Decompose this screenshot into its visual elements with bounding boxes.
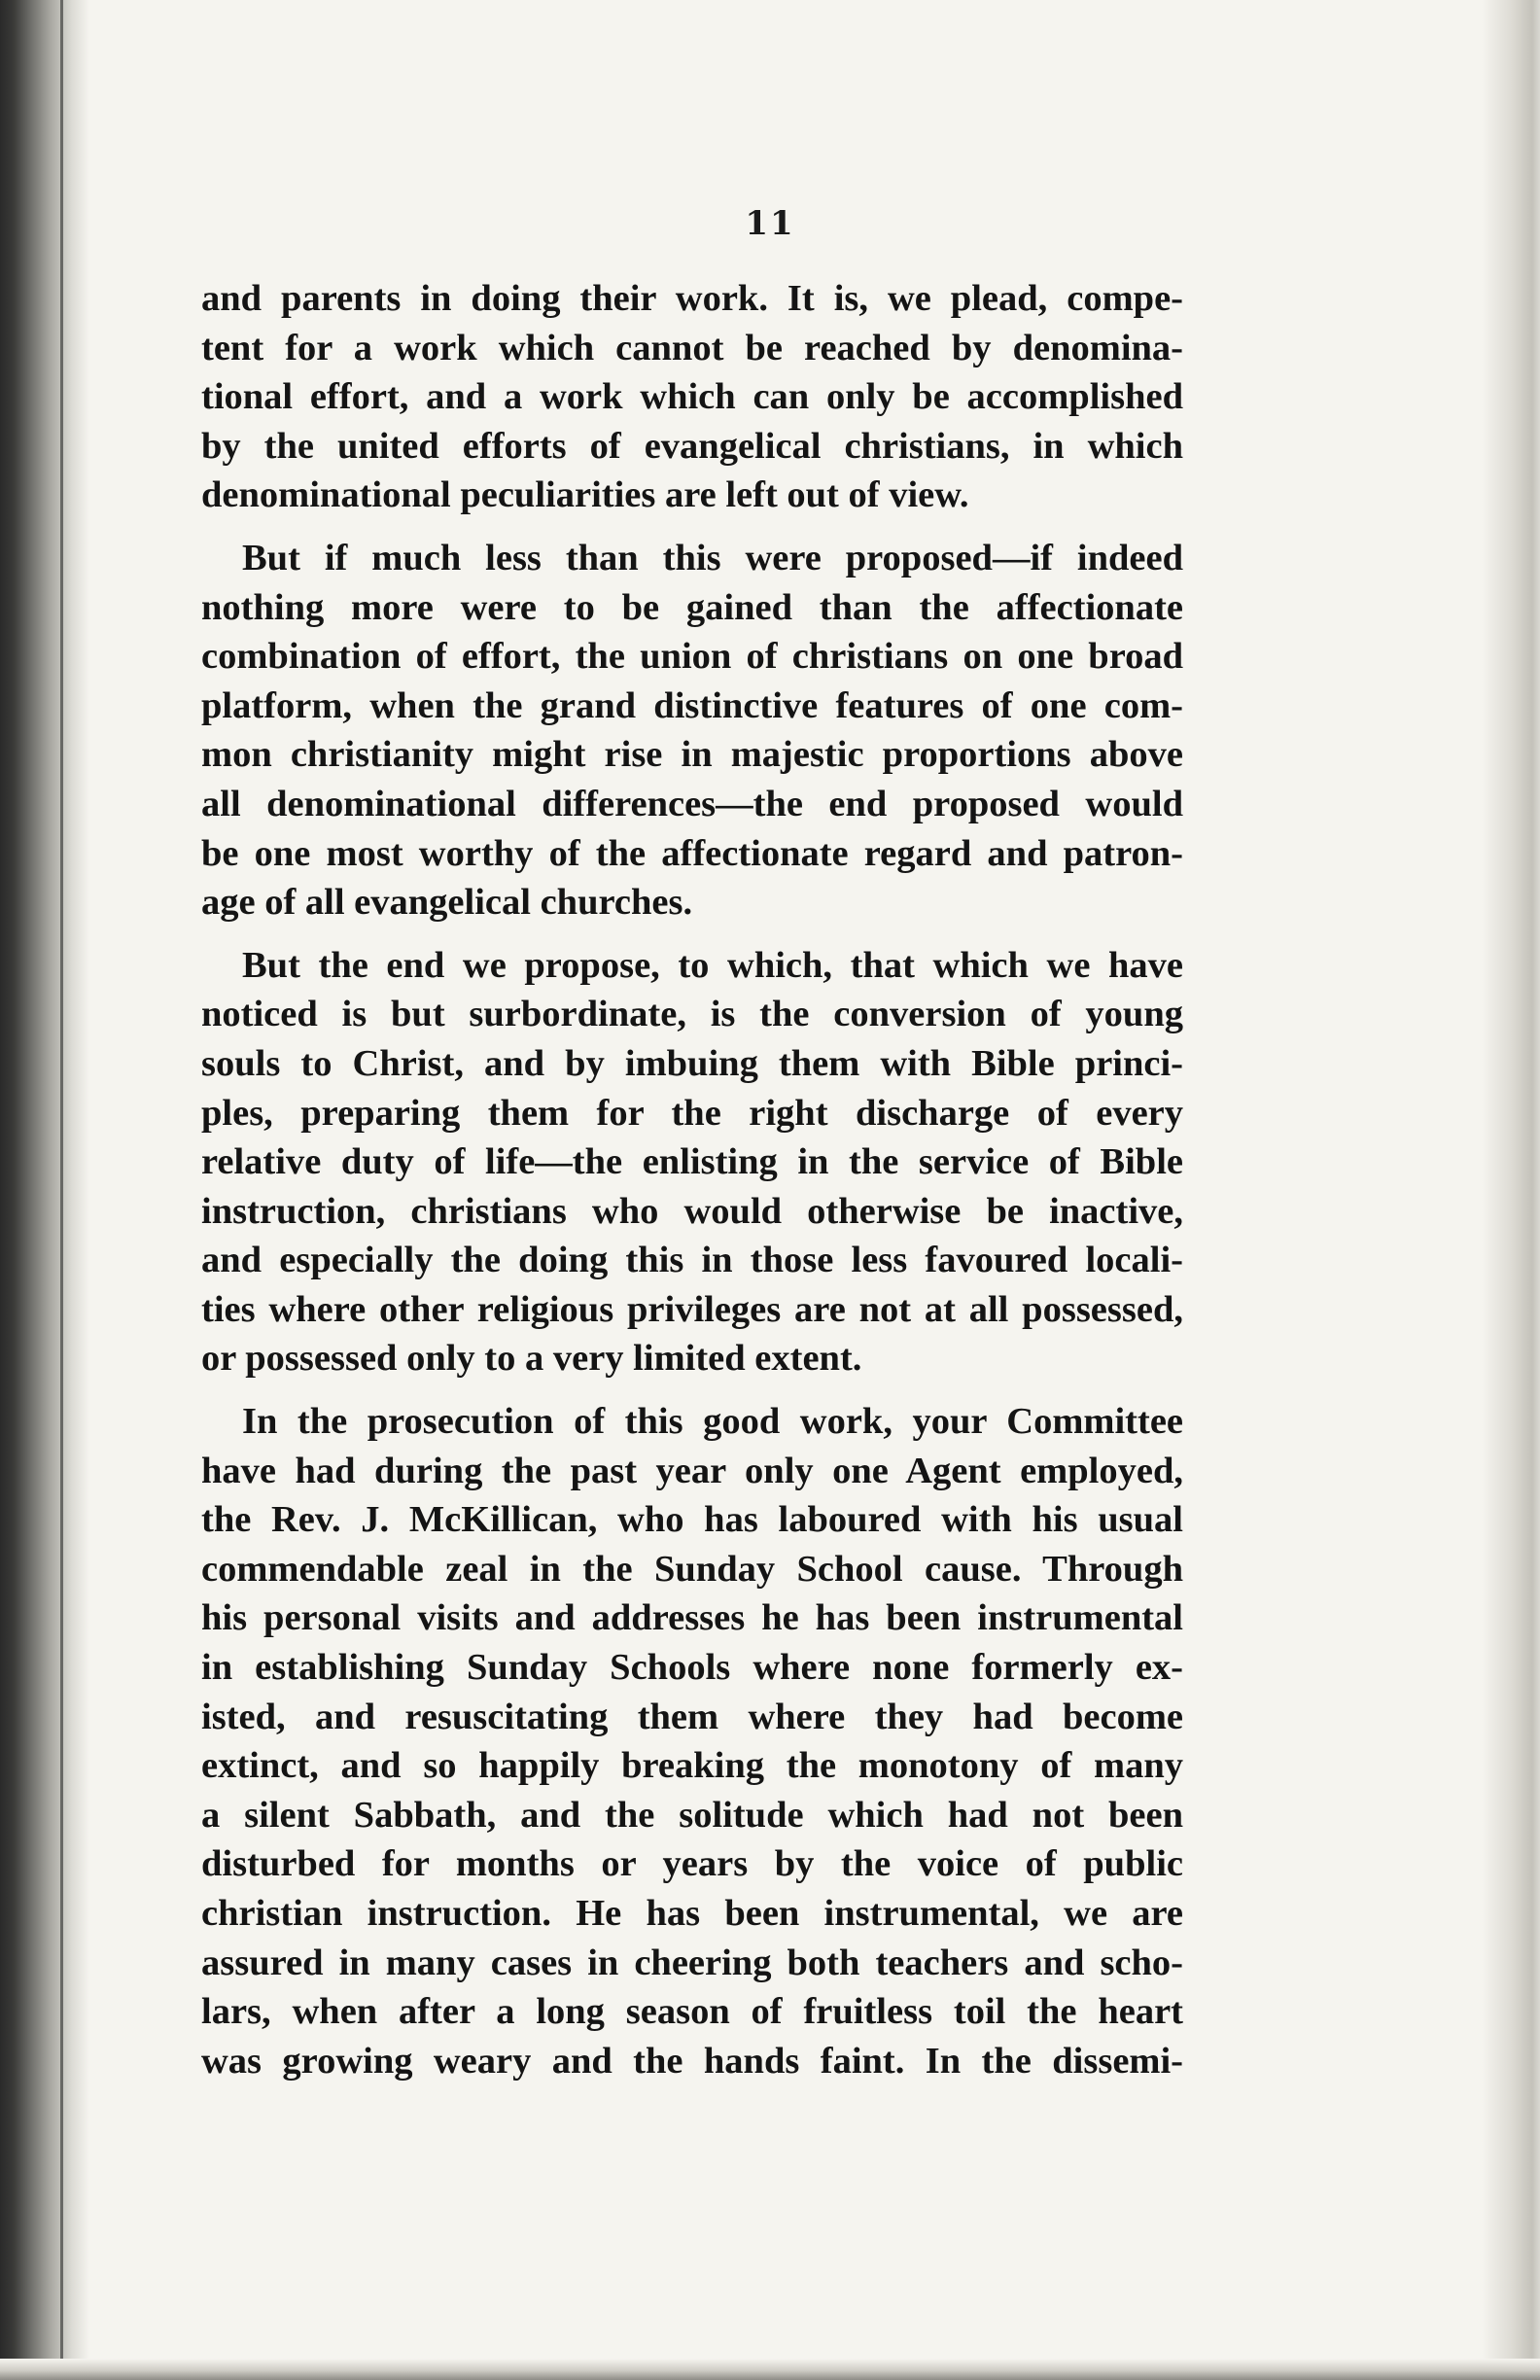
- text-line: lars, when after a long season of fruitless toil the heart: [201, 1991, 1183, 2033]
- text-line: ties where other religious privileges are not at all possessed,: [201, 1288, 1183, 1330]
- text-line: But if much less than this were proposed—if indeed: [242, 537, 1183, 578]
- text-line: extinct, and so happily breaking the monotony of many: [201, 1745, 1183, 1787]
- text-line: age of all evangelical churches.: [201, 882, 693, 924]
- text-line: combination of effort, the union of christians on one broad: [201, 636, 1183, 678]
- text-line: ples, preparing them for the right discharge of every: [201, 1092, 1183, 1134]
- text-line: the Rev. J. McKillican, who has laboured with his usual: [201, 1499, 1183, 1541]
- text-line: disturbed for months or years by the voice of public: [201, 1843, 1183, 1885]
- text-line: instruction, christians who would otherwise be inactive,: [201, 1190, 1183, 1232]
- text-line: or possessed only to a very limited extent.: [201, 1338, 862, 1380]
- text-line: tional effort, and a work which can only be accomplished: [201, 376, 1183, 418]
- paragraph-2: [201, 534, 1183, 928]
- text-line: nothing more were to be gained than the affectionate: [201, 586, 1183, 628]
- text-line: be one most worthy of the affectionate regard and patron-: [201, 832, 1183, 874]
- text-line: But the end we propose, to which, that which we have: [242, 944, 1183, 986]
- text-line: and especially the doing this in those less favoured locali-: [201, 1240, 1183, 1281]
- paragraph-3: [201, 941, 1183, 1383]
- text-line: In the prosecution of this good work, your Committee: [242, 1401, 1183, 1443]
- binding-edge: [60, 0, 63, 2380]
- text-line: relative duty of life—the enlisting in the service of Bible: [201, 1141, 1183, 1183]
- text-line: in establishing Sunday Schools where none formerly ex-: [201, 1647, 1183, 1689]
- text-line: denominational peculiarities are left out of view.: [201, 474, 969, 516]
- text-line: all denominational differences—the end proposed would: [201, 783, 1183, 824]
- text-line: christian instruction. He has been instrumental, we are: [201, 1893, 1183, 1934]
- text-line: isted, and resuscitating them where they had become: [201, 1696, 1183, 1737]
- text-line: a silent Sabbath, and the solitude which had not been: [201, 1794, 1183, 1836]
- text-line: tent for a work which cannot be reached by denomina-: [201, 327, 1183, 368]
- paragraph-4: [201, 1397, 1183, 2085]
- text-line: mon christianity might rise in majestic proportions above: [201, 734, 1183, 776]
- text-line: souls to Christ, and by imbuing them with Bible princi-: [201, 1042, 1183, 1084]
- text-line: assured in many cases in cheering both teachers and scho-: [201, 1942, 1183, 1983]
- page-right-edge: [1482, 0, 1540, 2380]
- text-line: was growing weary and the hands faint. In the dissemi-: [201, 2040, 1183, 2082]
- text-line: platform, when the grand distinctive features of one com-: [201, 684, 1183, 726]
- text-line: by the united efforts of evangelical christians, in which: [201, 425, 1183, 467]
- text-line: commendable zeal in the Sunday School cause. Through: [201, 1548, 1183, 1590]
- text-line: and parents in doing their work. It is, we plead, compe-: [201, 278, 1183, 319]
- text-line: his personal visits and addresses he has been instrumental: [201, 1597, 1183, 1639]
- book-spine-shadow: [0, 0, 89, 2380]
- page-bottom-edge: [0, 2359, 1540, 2380]
- body-text: [201, 274, 1183, 2099]
- text-line: have had during the past year only one Agent employed,: [201, 1450, 1183, 1491]
- page-number: 11: [745, 204, 795, 243]
- text-line: noticed is but surbordinate, is the conversion of young: [201, 994, 1183, 1035]
- paragraph-1: [201, 274, 1183, 520]
